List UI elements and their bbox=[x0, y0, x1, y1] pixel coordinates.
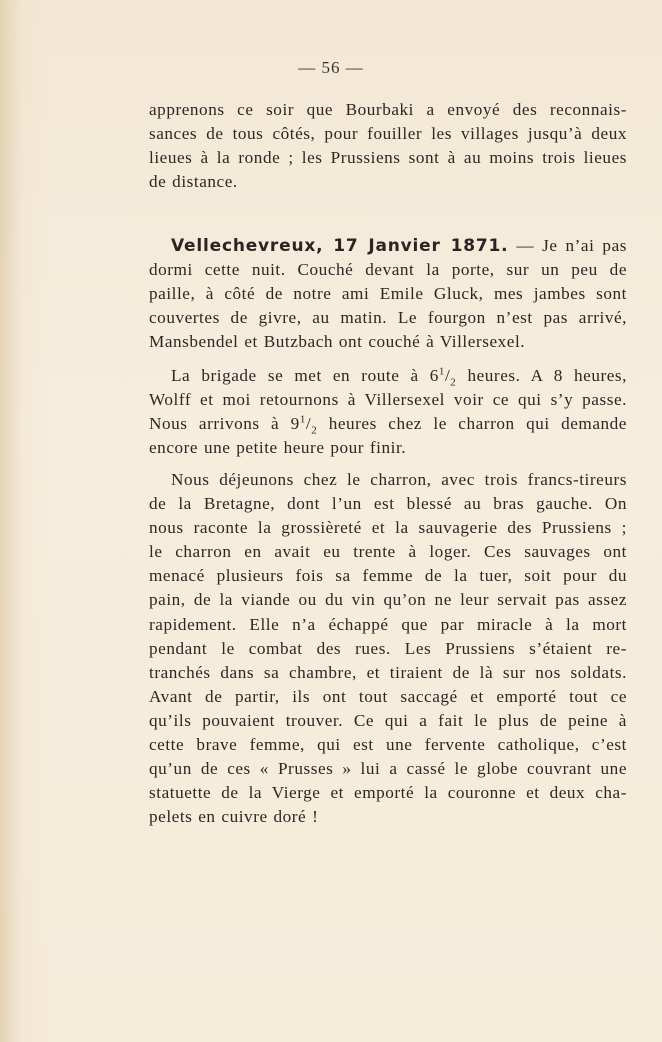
text-line: pain, de la viande ou du vin qu’on ne leur servait pas assez bbox=[149, 590, 627, 610]
text-line: dormi cette nuit. Couché devant la porte, sur un peu de bbox=[149, 260, 627, 280]
text-line: qu’ils pouvaient trouver. Ce qui a fait le plus de peine à bbox=[149, 710, 627, 730]
text-line: encore une petite heure pour finir. bbox=[149, 438, 407, 458]
text-line: Nous déjeunons chez le charron, avec trois francs-tireurs bbox=[171, 470, 627, 489]
text-line: paille, à côté de notre ami Emile Gluck, mes jambes sont bbox=[149, 284, 627, 304]
paragraph-3 bbox=[149, 364, 627, 460]
paragraph-2 bbox=[149, 234, 627, 354]
text-line: Nous arrivons à $9^1/_2$ heures chez le charron qui demande bbox=[149, 413, 627, 437]
text-line: couvertes de givre, au matin. Le fourgon n’est pas arrivé, bbox=[149, 308, 627, 328]
text-line: qu’un de ces « Prusses » lui a cassé le globe couvrant une bbox=[149, 759, 627, 779]
text-line: nous raconte la grossièreté et la sauvagerie des Prussiens ; bbox=[149, 518, 627, 538]
text-line: de la Bretagne, dont l’un est blessé au bras gauche. On bbox=[149, 494, 627, 514]
text-line: La brigade se met en route à $6^1/_2$ heures. A 8 heures, bbox=[171, 365, 627, 389]
text-line: Wolff et moi retournons à Villersexel voir ce qui s’y passe. bbox=[149, 390, 627, 410]
text-line: pelets en cuivre doré ! bbox=[149, 807, 319, 827]
text-line: cette brave femme, qui est une fervente catholique, c’est bbox=[149, 735, 627, 755]
text-line: lieues à la ronde ; les Prussiens sont à au moins trois lieues bbox=[149, 148, 627, 168]
paragraph-1 bbox=[149, 98, 627, 194]
heading-continuation: — Je n’ai pas bbox=[508, 236, 627, 255]
text-line: Avant de partir, ils ont tout saccagé et emporté tout ce bbox=[149, 686, 627, 706]
text-line: rapidement. Elle n’a échappé que par miracle à la mort bbox=[149, 614, 627, 634]
text-line: le charron en avait eu trente à loger. Ces sauvages ont bbox=[149, 542, 627, 562]
text-line: sances de tous côtés, pour fouiller les villages jusqu’à deux bbox=[149, 124, 627, 144]
entry-heading: Vellechevreux, 17 Janvier 1871. bbox=[171, 236, 509, 256]
paragraph-4 bbox=[149, 468, 627, 829]
text-line bbox=[149, 234, 627, 258]
text-line: tranchés dans sa chambre, et tiraient de là sur nos soldats. bbox=[149, 662, 627, 682]
page-number: — 56 — bbox=[298, 58, 364, 77]
text-line: de distance. bbox=[149, 172, 238, 192]
text-line: menacé plusieurs fois sa femme de la tuer, soit pour du bbox=[149, 566, 627, 586]
text-line: statuette de la Vierge et emporté la couronne et deux cha- bbox=[149, 783, 627, 803]
text-line: apprenons ce soir que Bourbaki a envoyé des reconnais- bbox=[149, 100, 627, 119]
text-line: pendant le combat des rues. Les Prussiens s’étaient re- bbox=[149, 638, 627, 658]
text-line: Mansbendel et Butzbach ont couché à Villersexel. bbox=[149, 332, 526, 352]
